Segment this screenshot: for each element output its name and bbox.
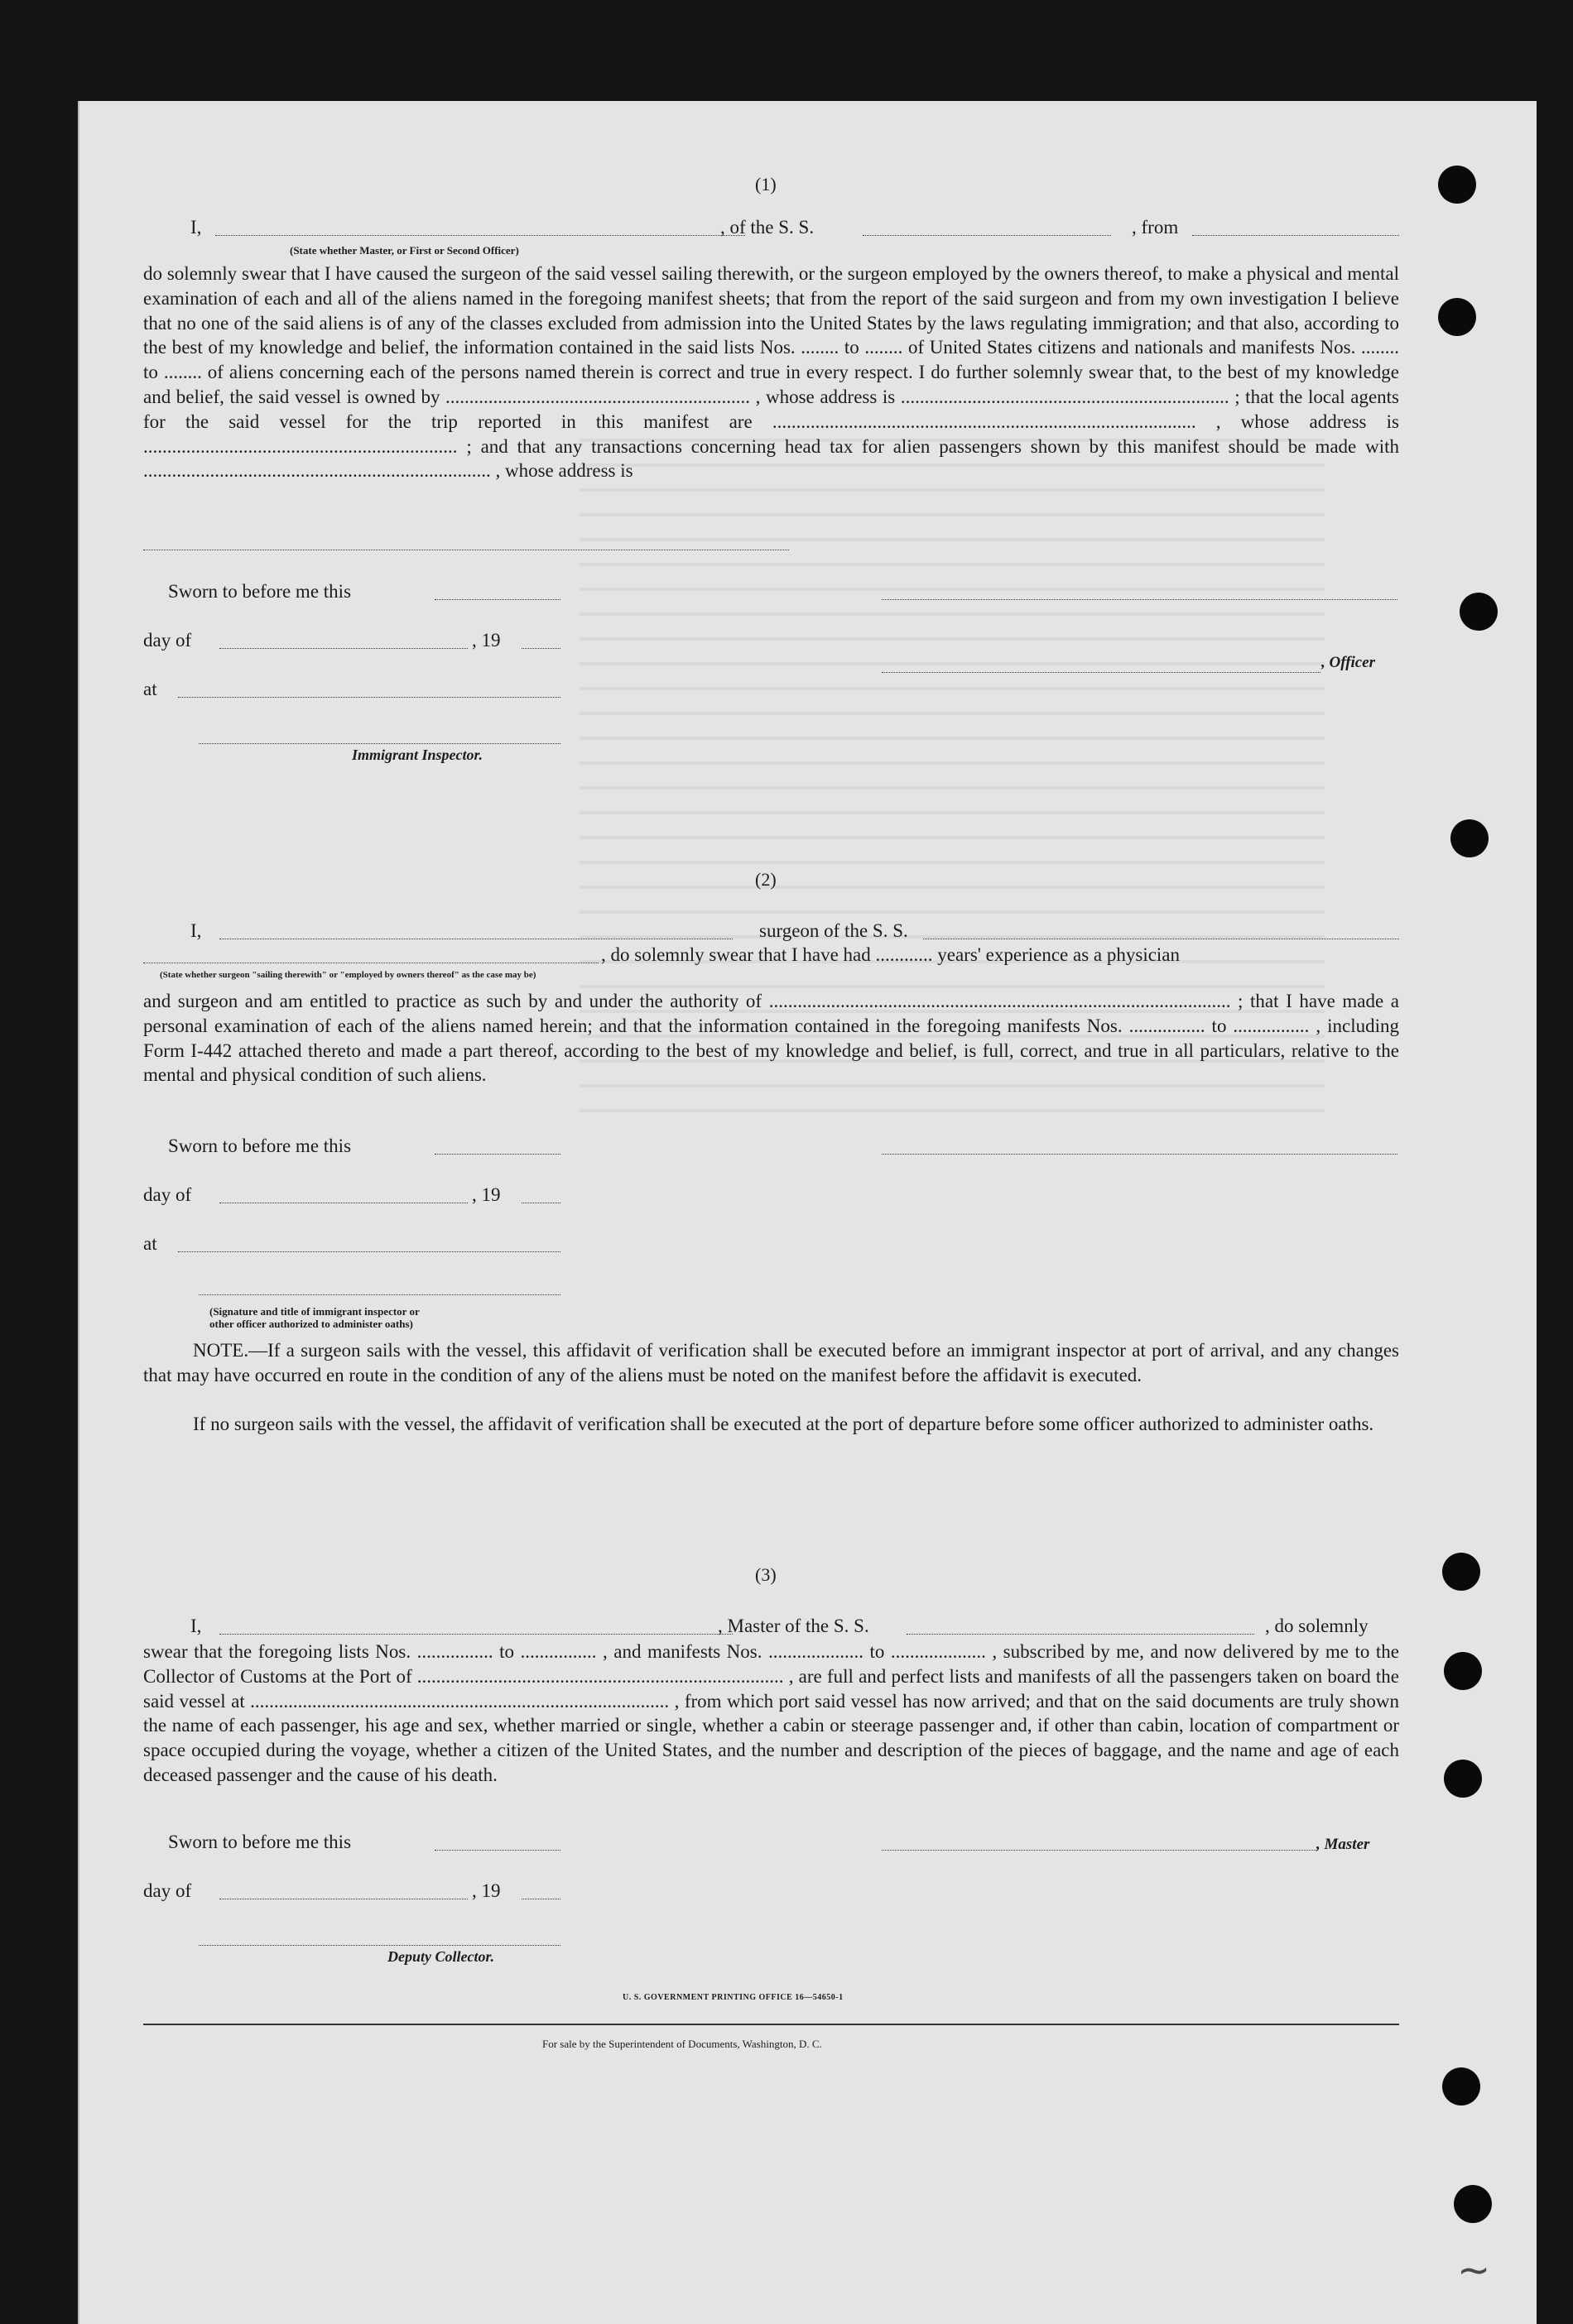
section-1-rank-caption: (State whether Master, or First or Second Officer) <box>290 244 519 257</box>
corner-hand-mark: ~ <box>1457 2247 1491 2293</box>
section-3-collector-line[interactable] <box>199 1945 560 1946</box>
section-1-day-of: day of <box>143 630 192 651</box>
section-1-from: , from <box>1132 217 1179 238</box>
section-2-official-signature-line[interactable] <box>199 1294 560 1295</box>
officer-rank-field[interactable] <box>215 235 745 236</box>
section-3-paragraph: swear that the foregoing lists Nos. ................ to ................ , and manifests Nos. .................... to .................... , subscribed by me, and now delivered by me to the Collector of Customs at the Port of ............................................................................. , are full and perfect lists and manifests of all the passengers taken on board the said vessel at ........................................................................................ , from which port said vessel has now arrived; and that on the said documents are truly shown the name of each passenger, his age and sex, whether married or single, whether a cabin or steerage passenger and, if other than cabin, location of compartment or space occupied during the voyage, whether a citizen of the United States, and the number and description of the pieces of baggage, and the name and age of each deceased passenger and the cause of his death. <box>143 1641 1399 1785</box>
section-3-number: (3) <box>755 1564 777 1585</box>
section-1-day-line[interactable] <box>219 648 468 649</box>
section-2-line-1 <box>190 920 1399 942</box>
punch-hole <box>1460 593 1498 631</box>
section-1-number: (1) <box>755 174 777 194</box>
section-2-surgeon-signature-line[interactable] <box>882 1154 1397 1155</box>
note-1-text: NOTE.—If a surgeon sails with the vessel, this affidavit of verification shall be executed before an immigrant inspector at port of arrival, and any changes that may have occurred en route in the condition of any of the aliens must be noted on the manifest before the affidavit is executed. <box>143 1340 1399 1385</box>
section-2-i: I, <box>190 920 202 941</box>
section-2-at-line[interactable] <box>178 1251 560 1252</box>
section-3-vessel-field[interactable] <box>907 1634 1254 1635</box>
printing-office-imprint: U. S. GOVERNMENT PRINTING OFFICE 16—54650-1 <box>623 1993 844 2002</box>
section-1-inspector-label: Immigrant Inspector. <box>352 747 483 763</box>
section-1-officer-signature-line[interactable] <box>882 599 1397 600</box>
section-2-surgeon-of-ss: surgeon of the S. S. <box>759 920 908 941</box>
section-3-i: I, <box>190 1616 202 1636</box>
section-3-oath <box>143 1640 1399 1788</box>
section-1-at: at <box>143 679 157 699</box>
section-2-note-2 <box>143 1412 1399 1437</box>
section-1-officer-line[interactable] <box>882 672 1320 673</box>
section-2-sworn-line[interactable] <box>435 1154 560 1155</box>
section-2-oath <box>143 989 1399 1088</box>
section-3-sworn-line[interactable] <box>435 1850 560 1851</box>
section-3-master-label: , Master <box>1316 1836 1370 1853</box>
port-from-field[interactable] <box>1192 235 1399 236</box>
vessel-name-field[interactable] <box>863 235 1111 236</box>
punch-hole <box>1444 1652 1482 1690</box>
section-1-inspector-line[interactable] <box>199 743 560 744</box>
section-3-sworn: Sworn to before me this <box>168 1832 352 1852</box>
section-2-number: (2) <box>755 869 777 890</box>
section-1-i: I, <box>190 217 202 238</box>
section-3-master-signature-line[interactable] <box>882 1850 1316 1851</box>
sale-notice: For sale by the Superintendent of Documents, Washington, D. C. <box>542 2038 822 2050</box>
section-2-year: , 19 <box>472 1184 501 1205</box>
section-2-sig-caption-2: other officer authorized to administer oaths) <box>209 1318 413 1330</box>
section-1-sworn-line[interactable] <box>435 599 560 600</box>
section-1-paragraph: do solemnly swear that I have caused the surgeon of the said vessel sailing therewith, or the surgeon employed by the owners thereof, to make a physical and mental examination of each and all of the aliens named in the foregoing manifest sheets; that from the report of the said surgeon and from my own investigation I believe that no one of the said aliens is of any of the classes excluded from admission into the United States by the laws regulating immigration; and that also, according to the best of my knowledge and belief, the information contained in the said lists Nos. ........ to ........ of United States citizens and nationals and manifests Nos. ........ to ........ of aliens concerning each of the persons named therein is correct and true in every respect. I do further solemnly swear that, to the best of my knowledge and belief, the said vessel is owned by ................................................................ , whose address is ..................................................................... ; that the local agents for the said vessel for the trip reported in this manifest are ......................................................................................... , whose address is .................................................................. ; and that any transactions concerning head tax for alien passengers shown by this manifest should be made with ......................................................................... , whose address is <box>143 263 1399 482</box>
section-2-sig-caption-1: (Signature and title of immigrant inspector or <box>209 1305 420 1318</box>
section-1-at-line[interactable] <box>178 697 560 698</box>
section-1-year: , 19 <box>472 630 501 651</box>
section-3-master-of-ss: , Master of the S. S. <box>718 1616 869 1636</box>
section-2-day-of: day of <box>143 1184 192 1205</box>
punch-hole <box>1450 819 1489 857</box>
section-1-sworn: Sworn to before me this <box>168 581 352 602</box>
punch-hole <box>1454 2185 1492 2223</box>
section-3-year: , 19 <box>472 1880 501 1901</box>
punch-hole <box>1442 2067 1480 2106</box>
section-2-note-1 <box>143 1338 1399 1388</box>
section-3-line-1 <box>190 1616 1399 1637</box>
section-3-day-of: day of <box>143 1880 192 1901</box>
section-2-sworn: Sworn to before me this <box>168 1136 352 1156</box>
section-2-paragraph: and surgeon and am entitled to practice as such by and under the authority of ................................................................................................. ; that I have made a personal examination of each of the aliens named herein; and that the information contained in the foregoing manifests Nos. ................ to ................ , including Form I-442 attached thereto and made a part thereof, according to the best of my knowledge and belief, is full, correct, and true in all particulars, relative to the mental and physical condition of such aliens. <box>143 991 1399 1086</box>
punch-hole <box>1438 166 1476 204</box>
punch-hole <box>1442 1553 1480 1591</box>
master-name-field[interactable] <box>219 1634 733 1635</box>
section-1-line-1 <box>190 217 1399 238</box>
section-2-years-experience: , do solemnly swear that I have had ............ years' experience as a physician <box>601 944 1181 965</box>
section-1-year-line[interactable] <box>522 648 560 649</box>
punch-hole <box>1438 298 1476 336</box>
note-2-text: If no surgeon sails with the vessel, the affidavit of verification shall be executed at the port of departure before some officer authorized to administer oaths. <box>193 1414 1374 1434</box>
section-2-at: at <box>143 1233 157 1254</box>
footer-rule <box>143 2024 1399 2025</box>
section-2-capacity-caption: (State whether surgeon "sailing therewith" or "employed by owners thereof" as the case may be) <box>160 970 536 980</box>
section-1-of-ss: , of the S. S. <box>720 217 815 238</box>
section-1-officer-label: , Officer <box>1321 654 1376 671</box>
section-3-deputy-label: Deputy Collector. <box>387 1948 494 1965</box>
section-3-solemnly: , do solemnly <box>1265 1616 1369 1636</box>
punch-hole <box>1444 1760 1482 1798</box>
section-1-oath <box>143 262 1399 483</box>
